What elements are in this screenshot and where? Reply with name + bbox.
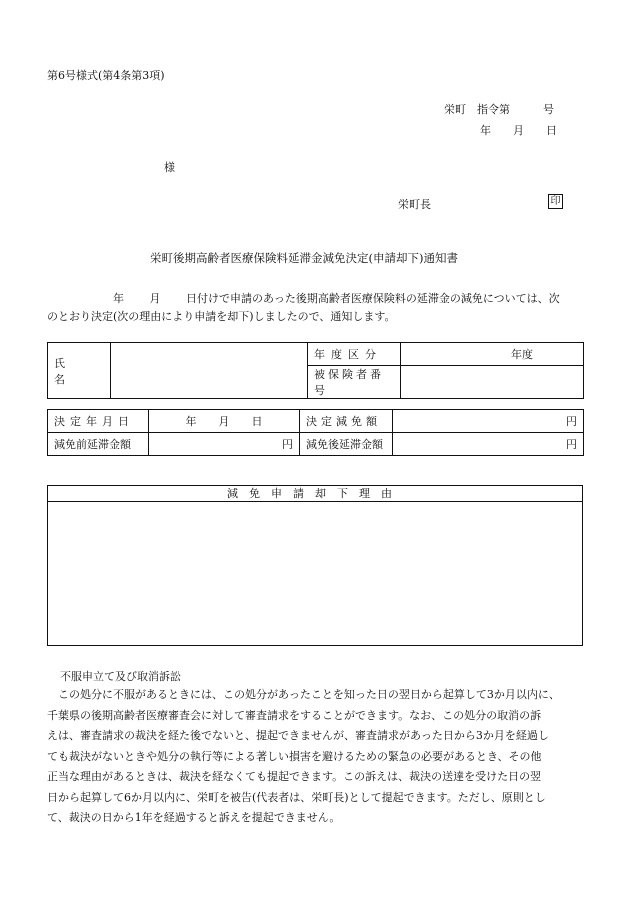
fiscal-year-value: 年度 xyxy=(401,343,584,366)
intro-line-1: 年 月 日付けで申請のあった後期高齢者医療保険料の延滞金の減免については、次 xyxy=(47,292,560,305)
post-reduction-label: 減免後延滞金額 xyxy=(300,433,393,456)
appeal-line: ても裁決がないときや処分の執行等による著しい損害を避けるための緊急の必要があるとき、その他 xyxy=(47,749,542,763)
issuer-reference: 栄町 指令第 号 xyxy=(444,103,554,116)
decision-amount-label: 決定減免額 xyxy=(300,410,393,433)
intro-line-2: のとおり決定(次の理由により申請を却下)しましたので、通知します。 xyxy=(47,310,396,323)
rejection-reason-box xyxy=(47,485,583,646)
appeal-paragraph xyxy=(47,685,587,829)
appeal-line: 正当な理由があるときは、裁決を経なくても提起できます。この訴えは、裁決の送達を受けた日の翌 xyxy=(47,770,542,783)
post-reduction-unit: 円 xyxy=(393,433,584,456)
appeal-line: この処分に不服があるときには、この処分があったことを知った日の翌日から起算して3か月以内に、 xyxy=(47,688,560,701)
name-value xyxy=(111,343,308,399)
insured-number-value xyxy=(401,366,584,399)
appeal-line: 千葉県の後期高齢者医療審査会に対して審査請求をすることができます。なお、この処分の取消の訴 xyxy=(47,708,542,722)
name-label: 氏 名 xyxy=(48,343,111,399)
decision-amount-unit: 円 xyxy=(393,410,584,433)
pre-reduction-unit: 円 xyxy=(149,433,300,456)
recipient-info-table xyxy=(47,342,584,399)
seal-stamp: 印 xyxy=(548,194,563,209)
insured-number-label: 被保険者番号 xyxy=(308,366,401,399)
form-number: 第6号様式(第4条第3項) xyxy=(47,69,165,82)
fiscal-year-label: 年度区分 xyxy=(308,343,401,366)
pre-reduction-label: 減免前延滞金額 xyxy=(48,433,149,456)
amount-table xyxy=(47,409,584,456)
appeal-heading: 不服申立て及び取消訴訟 xyxy=(60,670,181,683)
issue-date: 年 月 日 xyxy=(480,124,557,137)
recipient-suffix: 様 xyxy=(164,161,175,174)
appeal-line: て、裁決の日から1年を経過すると訴えを提起できません。 xyxy=(47,811,341,824)
rejection-reason-header: 減免申請却下理由 xyxy=(48,486,582,502)
appeal-line: 日から起算して6か月以内に、栄町を被告(代表者は、栄町長)として提起できます。ただし、原則とし xyxy=(47,790,546,804)
decision-date-value: 年 月 日 xyxy=(149,410,300,433)
appeal-line: えは、審査請求の裁決を経た後でないと、提起できませんが、審査請求があった日から3か月を経過し xyxy=(47,729,549,742)
decision-date-label: 決定年月日 xyxy=(48,410,149,433)
sender-name: 栄町長 xyxy=(398,198,431,211)
document-title: 栄町後期高齢者医療保険料延滞金減免決定(申請却下)通知書 xyxy=(150,251,458,265)
